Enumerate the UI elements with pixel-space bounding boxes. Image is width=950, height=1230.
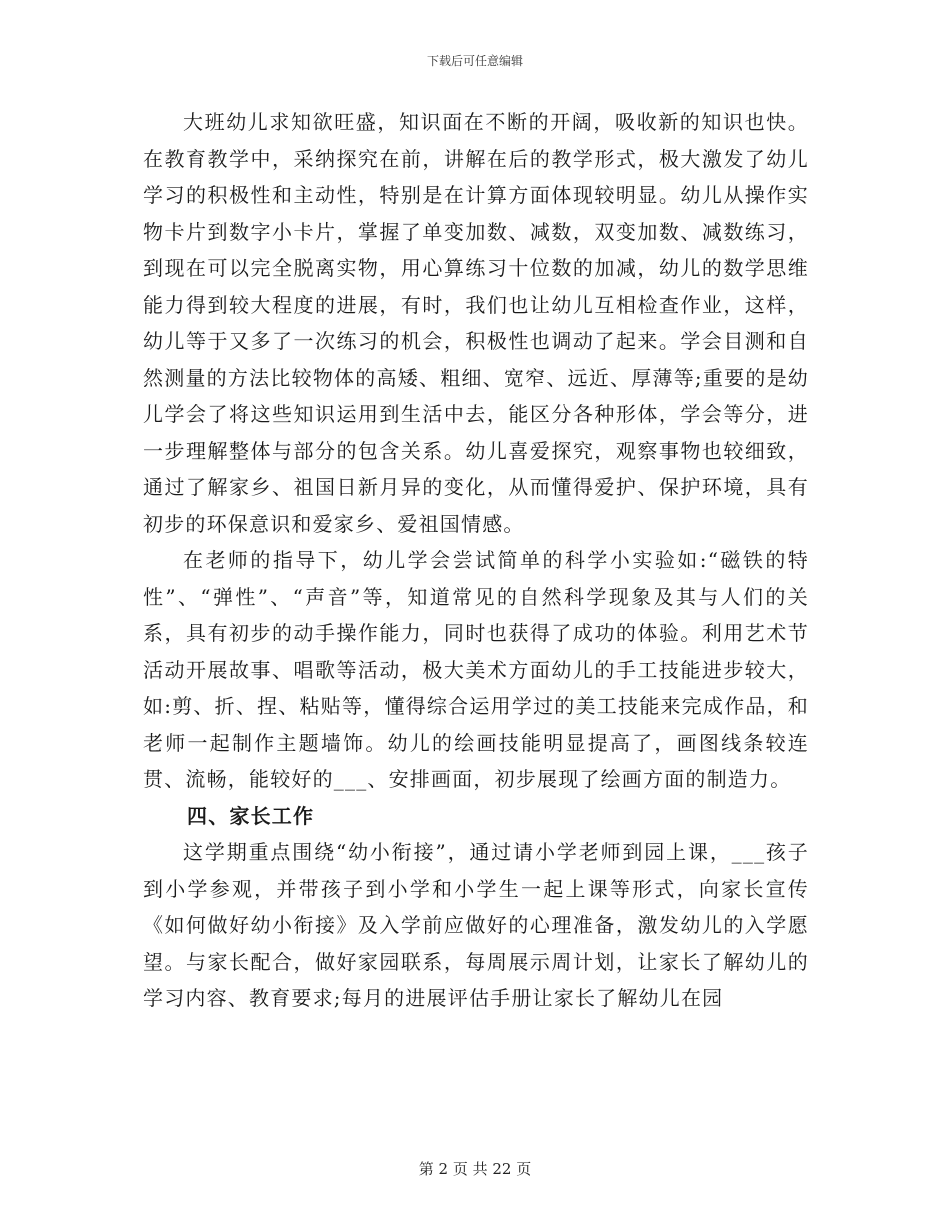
body-paragraph-3: 这学期重点围绕“幼小衔接”，通过请小学老师到园上课，___孩子到小学参观，并带孩子到小学和小学生一起上课等形式，向家长宣传《如何做好幼小衔接》及入学前应做好的心理准备，激发幼儿的入学愿望。与家长配合，做好家园联系，每周展示周计划，让家长了解幼儿的学习内容、教育要求;每月的进展评估手册让家长了解幼儿在园 — [143, 840, 809, 1010]
section-heading-parent-work: 四、家长工作 — [187, 803, 315, 828]
page-number: 第 2 页 共 22 页 — [418, 1160, 532, 1178]
page-header: 下载后可任意编辑 — [426, 54, 523, 68]
body-paragraph-1: 大班幼儿求知欲旺盛，知识面在不断的开阔，吸收新的知识也快。在教育教学中，采纳探究在前，讲解在后的教学形式，极大激发了幼儿学习的积极性和主动性，特别是在计算方面体现较明显。幼儿从操作实物卡片到数字小卡片，掌握了单变加数、减数，双变加数、减数练习，到现在可以完全脱离实物，用心算练习十位数的加减，幼儿的数学思维能力得到较大程度的进展，有时，我们也让幼儿互相检查作业，这样，幼儿等于又多了一次练习的机会，积极性也调动了起来。学会目测和自然测量的方法比较物体的高矮、粗细、宽窄、远近、厚薄等;重要的是幼儿学会了将这些知识运用到生活中去，能区分各种形体，学会等分，进一步理解整体与部分的包含关系。幼儿喜爱探究，观察事物也较细致，通过了解家乡、祖国日新月异的变化，从而懂得爱护、保护环境，具有初步的环保意识和爱家乡、爱祖国情感。 — [143, 110, 809, 536]
document-body — [143, 104, 809, 1017]
body-paragraph-2: 在老师的指导下，幼儿学会尝试简单的科学小实验如:“磁铁的特性”、“弹性”、“声音”等，知道常见的自然科学现象及其与人们的关系，具有初步的动手操作能力，同时也获得了成功的体验。利用艺术节活动开展故事、唱歌等活动，极大美术方面幼儿的手工技能进步较大，如:剪、折、捏、粘贴等，懂得综合运用学过的美工技能来完成作品，和老师一起制作主题墙饰。幼儿的绘画技能明显提高了，画图线条较连贯、流畅，能较好的___、安排画面，初步展现了绘画方面的制造力。 — [143, 548, 809, 791]
